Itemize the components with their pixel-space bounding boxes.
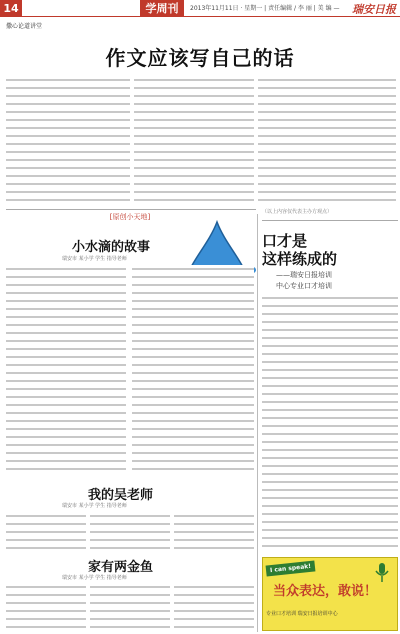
story-body [90,583,170,631]
right-note: （以上内容仅代表主办方观点） [262,209,333,215]
story-byline: 瑞安市 某小学 学生 指导老师 [62,256,127,262]
right-divider [262,220,398,221]
page-headline: 作文应该写自己的话 [105,46,295,70]
ad-footer: 专业口才培训 瑞安日报培训中心 [266,611,338,617]
section-title: 学周刊 [140,0,184,17]
story-body [174,512,254,552]
lead-article-col-2 [134,76,254,206]
page-number: 14 [0,0,22,17]
column-kicker: 撒心论道讲堂 [6,23,43,30]
story-body [6,265,126,475]
story-body [6,512,86,552]
story-title-water-drop: 小水滴的故事 [72,240,151,255]
ad-badge: I can speak! [266,560,316,576]
story-byline: 瑞安市 某小学 学生 指导老师 [62,575,127,581]
story-body [90,512,170,552]
right-heading-line1: 口才是 [262,232,308,250]
section-divider [6,209,256,210]
story-title-teacher: 我的吴老师 [88,488,154,503]
training-ad [262,557,398,631]
microphone-icon [373,562,391,584]
masthead [0,0,400,17]
right-article-body [262,294,398,552]
right-subheading-line2: 中心专业口才培训 [276,282,332,290]
column-divider [257,214,258,632]
right-subheading-line1: ——瑞安日报培训 [276,271,332,279]
brand-logo: 瑞安日报 [352,3,396,16]
ad-main-text: 当众表达，敢说！ [273,584,378,599]
lead-article-col-3 [258,76,396,206]
dateline: 2013年11月11日 · 星期一 | 责任编辑 / 李 丽 | 美 编 — [190,5,340,12]
story-title-goldfish: 家有两金鱼 [88,560,154,575]
original-corner-heading: [原创小天地] [70,212,190,222]
right-heading-line2: 这样练成的 [262,250,338,268]
story-body [174,583,254,631]
story-byline: 瑞安市 某小学 学生 指导老师 [62,503,127,509]
story-body [6,583,86,631]
lead-article-col-1 [6,76,130,206]
story-body [132,265,254,475]
